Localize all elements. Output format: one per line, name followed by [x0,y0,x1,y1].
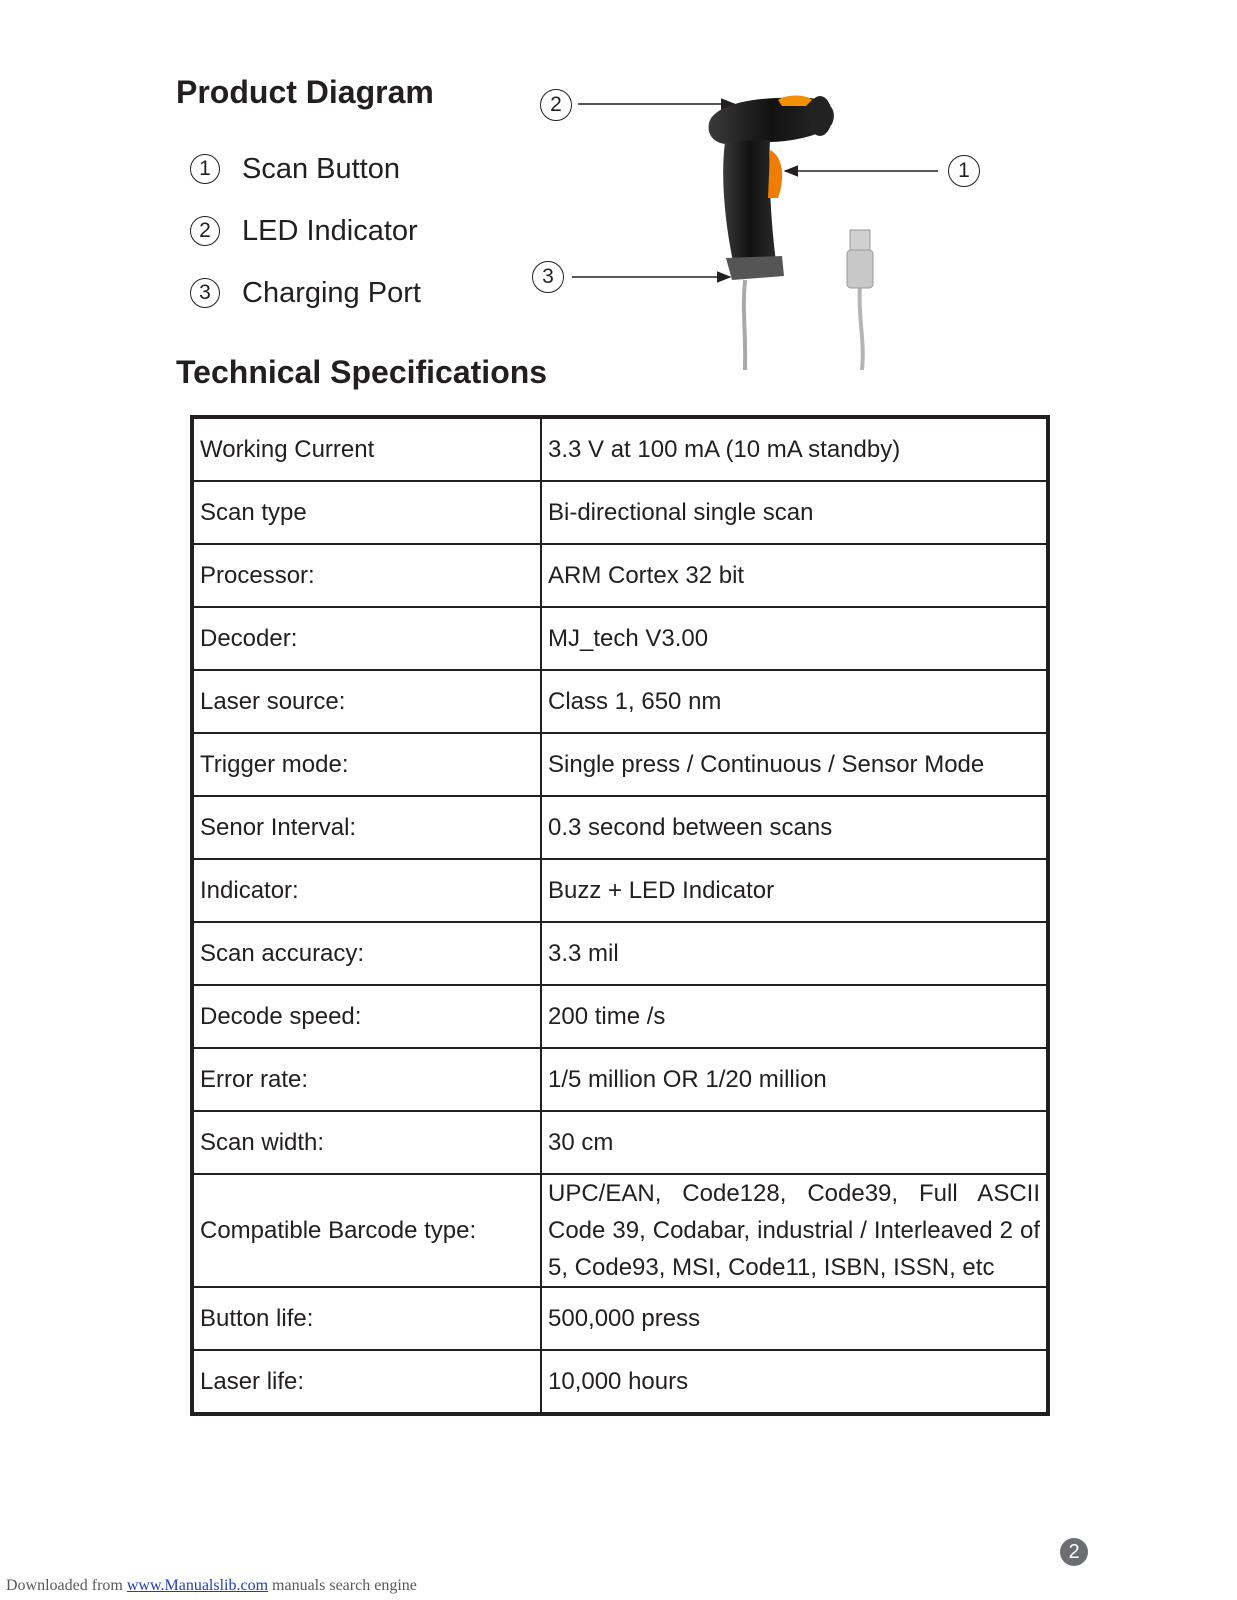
footer-prefix: Downloaded from [6,1577,127,1594]
download-footer [6,1577,417,1595]
spec-value: 1/5 million OR 1/20 million [541,1048,1048,1111]
manualslib-link[interactable]: www.Manualslib.com [126,1577,269,1594]
spec-value: 200 time /s [541,985,1048,1048]
spec-label: Laser life: [192,1350,541,1414]
product-diagram-title: Product Diagram [176,74,434,110]
callout-number-2: 2 [190,216,220,246]
legend-item [190,262,510,324]
spec-value: Class 1, 650 nm [541,670,1048,733]
legend-label: Charging Port [242,276,421,309]
technical-specifications-title: Technical Specifications [176,354,548,390]
spec-value: 0.3 second between scans [541,796,1048,859]
table-row [192,1287,1048,1350]
table-row [192,544,1048,607]
spec-label: Scan type [192,481,541,544]
spec-label: Laser source: [192,670,541,733]
callout-2: 2 [540,89,572,121]
table-row [192,985,1048,1048]
spec-value: UPC/EAN, Code128, Code39, Full ASCII Code 39, Codabar, industrial / Interleaved 2 of 5, Code93, MSI, Code11, ISBN, ISSN, etc [541,1174,1048,1287]
table-row [192,922,1048,985]
spec-label: Scan accuracy: [192,922,541,985]
spec-label: Compatible Barcode type: [192,1174,541,1287]
spec-value: ARM Cortex 32 bit [541,544,1048,607]
table-row [192,796,1048,859]
table-row [192,417,1048,481]
table-row [192,670,1048,733]
callout-number-3: 3 [190,278,220,308]
spec-label: Button life: [192,1287,541,1350]
spec-label: Working Current [192,417,541,481]
legend-item [190,200,510,262]
legend-item [190,138,510,200]
spec-value: Single press / Continuous / Sensor Mode [541,733,1048,796]
table-row [192,1111,1048,1174]
table-row [192,1174,1048,1287]
legend-label: LED Indicator [242,214,418,247]
page-number: 2 [1060,1538,1088,1566]
spec-value: 500,000 press [541,1287,1048,1350]
spec-value: Buzz + LED Indicator [541,859,1048,922]
spec-value: 3.3 V at 100 mA (10 mA standby) [541,417,1048,481]
callout-3: 3 [532,261,564,293]
spec-label: Indicator: [192,859,541,922]
legend-label: Scan Button [242,152,400,185]
scanner-diagram [520,80,1020,370]
spec-label: Decode speed: [192,985,541,1048]
spec-label: Decoder: [192,607,541,670]
table-row [192,1048,1048,1111]
table-row [192,1350,1048,1414]
diagram-legend [190,138,510,324]
spec-value: 30 cm [541,1111,1048,1174]
table-row [192,733,1048,796]
spec-label: Error rate: [192,1048,541,1111]
table-row [192,481,1048,544]
spec-value: 10,000 hours [541,1350,1048,1414]
table-row [192,607,1048,670]
spec-label: Scan width: [192,1111,541,1174]
spec-value: MJ_tech V3.00 [541,607,1048,670]
spec-label: Senor Interval: [192,796,541,859]
callout-number-1: 1 [190,154,220,184]
callout-1: 1 [948,155,980,187]
spec-value: Bi-directional single scan [541,481,1048,544]
specifications-table [190,415,1050,1416]
spec-value: 3.3 mil [541,922,1048,985]
spec-label: Trigger mode: [192,733,541,796]
footer-suffix: manuals search engine [268,1577,417,1594]
spec-label: Processor: [192,544,541,607]
barcode-scanner-illustration [520,80,1020,370]
table-row [192,859,1048,922]
